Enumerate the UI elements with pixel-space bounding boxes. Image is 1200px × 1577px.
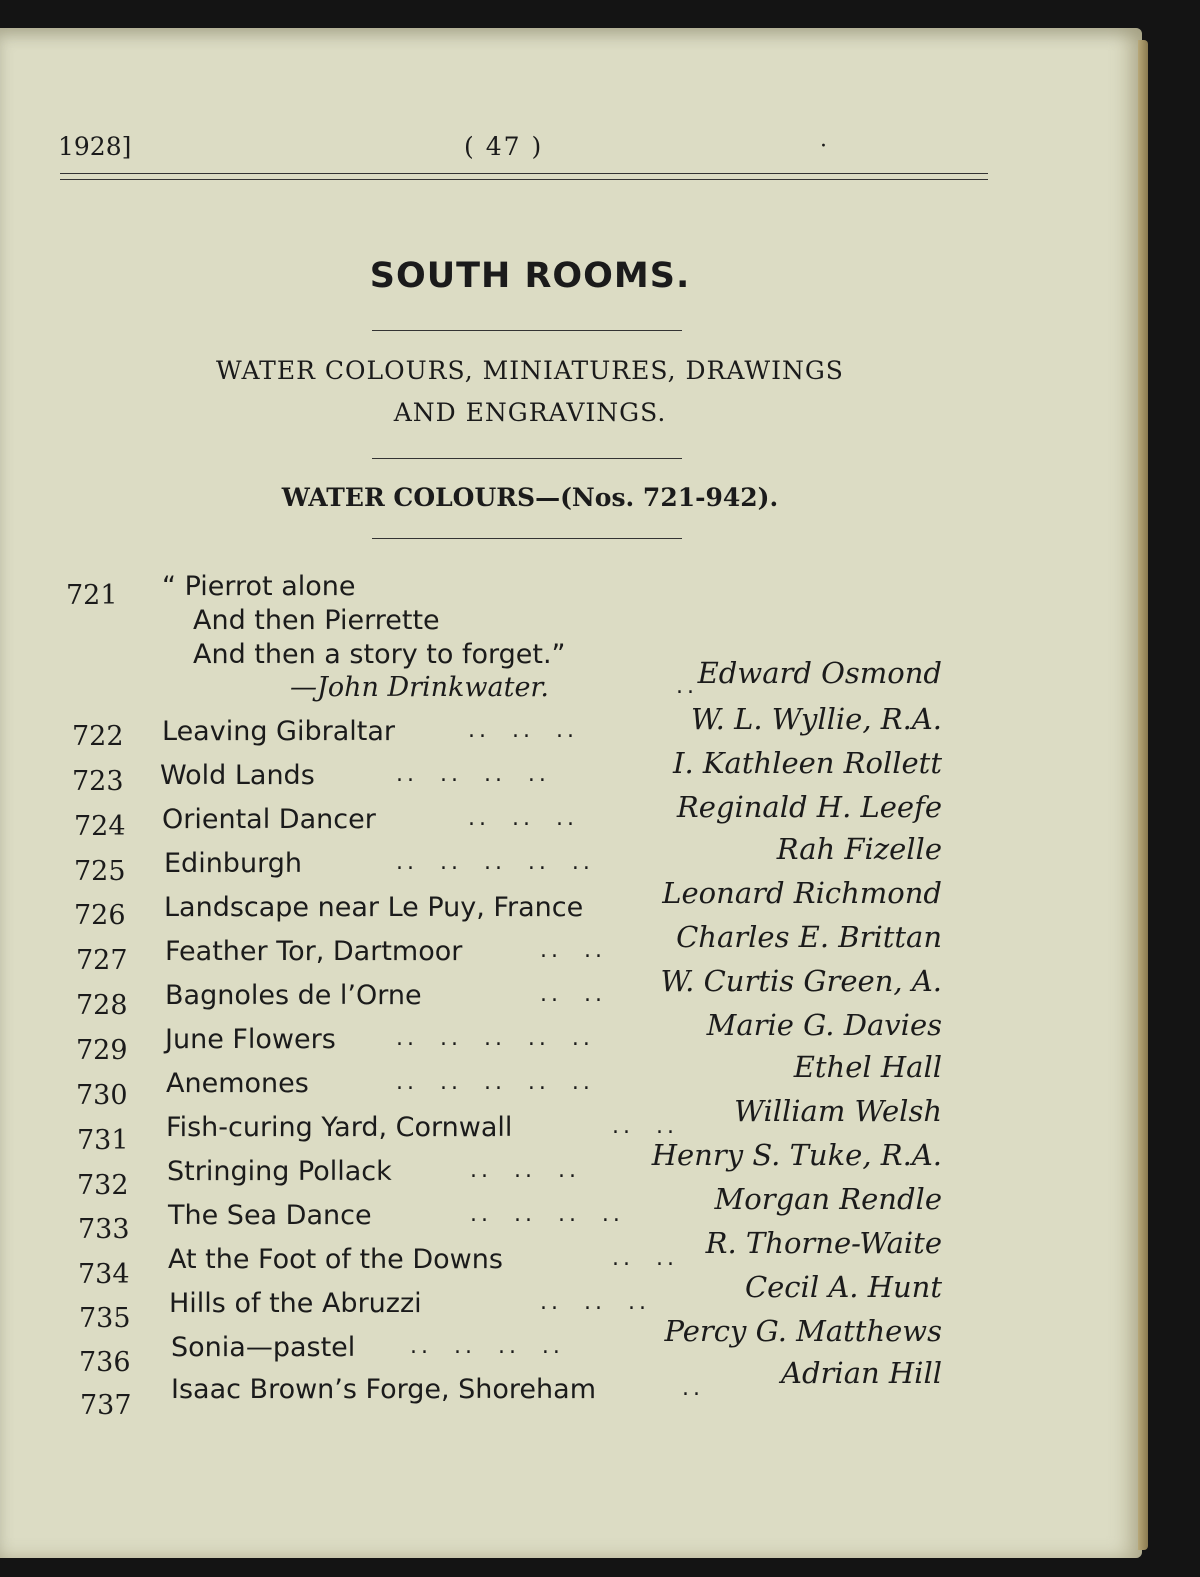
entry-number: 724	[74, 811, 126, 842]
entry-artist: I. Kathleen Rollett	[673, 746, 942, 780]
leader-dots: .. .. .. ..	[470, 1202, 624, 1227]
leader-dots: .. ..	[540, 982, 606, 1007]
leader-dots: .. ..	[612, 1114, 678, 1139]
entry-number: 727	[76, 945, 128, 976]
entry-title: At the Foot of the Downs	[168, 1244, 503, 1275]
entry-title: Feather Tor, Dartmoor	[165, 936, 463, 967]
quote-line: And then Pierrette	[193, 605, 440, 636]
entry-title: Wold Lands	[160, 760, 315, 791]
entry-title: Fish-curing Yard, Cornwall	[166, 1112, 513, 1143]
entry-artist: Reginald H. Leefe	[676, 790, 942, 824]
entry-title: Anemones	[166, 1068, 309, 1099]
leader-dots: .. .. .. ..	[396, 762, 550, 787]
subtitle-rule	[372, 458, 682, 459]
page-number: ( 47 )	[464, 132, 544, 161]
entry-number: 733	[78, 1214, 130, 1245]
quote-attribution: —John Drinkwater.	[290, 672, 549, 703]
printer-dot: ·	[820, 134, 827, 159]
entry-number: 725	[74, 856, 126, 887]
leader-dots: .. .. .. .. ..	[396, 1070, 594, 1095]
entry-number: 737	[80, 1390, 132, 1421]
entry-artist: Edward Osmond	[697, 656, 942, 690]
entry-number: 726	[74, 900, 126, 931]
entry-artist: W. L. Wyllie, R.A.	[690, 702, 942, 736]
entry-number: 736	[79, 1347, 131, 1378]
entry-title: Stringing Pollack	[167, 1156, 392, 1187]
entry-number: 730	[76, 1080, 128, 1111]
leader-dots: .. .. ..	[468, 806, 578, 831]
page-edge	[1138, 40, 1148, 1550]
subtitle-line-2: AND ENGRAVINGS.	[393, 398, 667, 427]
entry-artist: Ethel Hall	[793, 1050, 942, 1084]
entry-title: Isaac Brown’s Forge, Shoreham	[171, 1374, 596, 1405]
entry-artist: Adrian Hill	[781, 1356, 942, 1390]
entry-artist: William Welsh	[734, 1094, 942, 1128]
page-year: 1928]	[58, 132, 132, 161]
entry-number: 728	[76, 990, 128, 1021]
leader-dots: .. ..	[540, 938, 606, 963]
leader-dots: ..	[682, 1376, 704, 1401]
entry-artist: W. Curtis Green, A.	[660, 964, 942, 998]
entry-number: 729	[76, 1035, 128, 1066]
entry-artist: Rah Fizelle	[776, 832, 942, 866]
entry-title: Leaving Gibraltar	[162, 716, 395, 747]
leader-dots: .. .. ..	[468, 718, 578, 743]
entry-artist: Cecil A. Hunt	[744, 1270, 942, 1304]
subtitle-line-1: WATER COLOURS, MINIATURES, DRAWINGS	[216, 356, 844, 385]
page-title: SOUTH ROOMS.	[369, 256, 691, 296]
entry-title: Bagnoles de l’Orne	[165, 980, 422, 1011]
entry-title: Oriental Dancer	[162, 804, 376, 835]
entry-number: 722	[72, 721, 124, 752]
entry-number: 721	[66, 580, 118, 611]
entry-number: 723	[72, 766, 124, 797]
entry-artist: Marie G. Davies	[706, 1008, 942, 1042]
entry-artist: Percy G. Matthews	[664, 1314, 942, 1348]
entry-title: Sonia—pastel	[171, 1332, 356, 1363]
leader-dots: .. .. ..	[470, 1158, 580, 1183]
leader-dots: .. .. .. .. ..	[396, 1026, 594, 1051]
quote-line: “ Pierrot alone	[162, 571, 356, 602]
catalogue-page	[0, 28, 1142, 1558]
leader-dots: .. .. .. ..	[410, 1334, 564, 1359]
title-rule	[372, 330, 682, 331]
entry-title: Edinburgh	[164, 848, 302, 879]
entry-number: 731	[77, 1125, 129, 1156]
entry-number: 734	[78, 1259, 130, 1290]
leader-dots: ..	[676, 674, 698, 699]
entry-artist: Charles E. Brittan	[676, 920, 942, 954]
section-heading: WATER COLOURS—(Nos. 721-942).	[281, 483, 779, 512]
entry-number: 735	[79, 1303, 131, 1334]
entry-title: June Flowers	[165, 1024, 336, 1055]
entry-artist: R. Thorne-Waite	[705, 1226, 942, 1260]
leader-dots: .. .. .. .. ..	[396, 850, 594, 875]
entry-artist: Henry S. Tuke, R.A.	[651, 1138, 942, 1172]
entry-title: Landscape near Le Puy, France	[164, 892, 584, 923]
entry-title: The Sea Dance	[168, 1200, 372, 1231]
quote-line: And then a story to forget.”	[193, 639, 566, 670]
entry-artist: Leonard Richmond	[662, 876, 942, 910]
entry-artist: Morgan Rendle	[714, 1182, 942, 1216]
leader-dots: .. .. ..	[540, 1290, 650, 1315]
leader-dots: .. ..	[612, 1246, 678, 1271]
section-rule	[372, 538, 682, 539]
header-rule	[60, 173, 988, 180]
entry-number: 732	[77, 1170, 129, 1201]
entry-title: Hills of the Abruzzi	[169, 1288, 422, 1319]
